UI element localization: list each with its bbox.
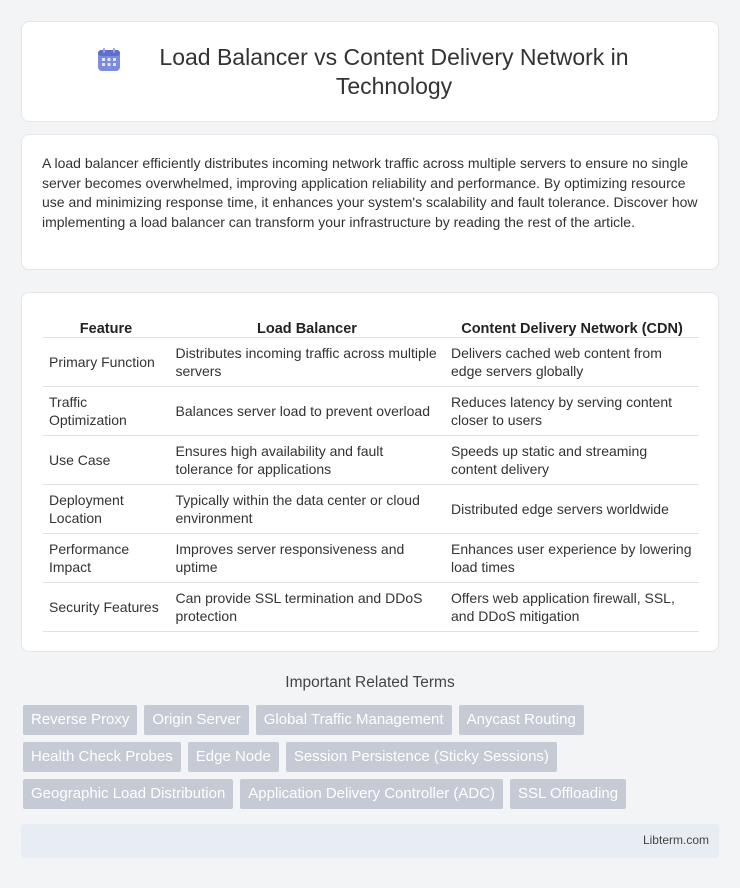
cdn-cell: Speeds up static and streaming content delivery: [445, 435, 699, 484]
load-balancer-cell: Typically within the data center or cloud environment: [169, 484, 445, 533]
load-balancer-cell: Improves server responsiveness and uptime: [169, 533, 445, 582]
feature-cell: Primary Function: [43, 337, 169, 386]
cdn-cell: Delivers cached web content from edge servers globally: [445, 337, 699, 386]
feature-cell: Performance Impact: [43, 533, 169, 582]
table-row: [43, 484, 699, 533]
table-row: [43, 337, 699, 386]
footer-site-link[interactable]: Libterm.com: [642, 833, 709, 847]
page-title: Load Balancer vs Content Delivery Network in Technology: [159, 43, 629, 99]
feature-cell: Security Features: [43, 582, 169, 631]
cdn-cell: Reduces latency by serving content closer to users: [445, 386, 699, 435]
related-term-tag[interactable]: Health Check Probes: [23, 742, 181, 772]
related-term-tag[interactable]: SSL Offloading: [510, 779, 626, 809]
related-term-tag[interactable]: Session Persistence (Sticky Sessions): [286, 742, 557, 772]
feature-cell: Use Case: [43, 435, 169, 484]
related-terms-list: [23, 705, 723, 816]
feature-cell: Deployment Location: [43, 484, 169, 533]
related-term-tag[interactable]: Edge Node: [188, 742, 279, 772]
footer: [21, 824, 719, 858]
load-balancer-cell: Ensures high availability and fault tolerance for applications: [169, 435, 445, 484]
column-header-load-balancer: Load Balancer: [169, 315, 445, 337]
table-row: [43, 435, 699, 484]
load-balancer-cell: Balances server load to prevent overload: [169, 386, 445, 435]
intro-card: [21, 134, 719, 270]
table-row: [43, 386, 699, 435]
table-header-row: [43, 315, 699, 337]
tag-row: [23, 705, 723, 735]
load-balancer-cell: Can provide SSL termination and DDoS protection: [169, 582, 445, 631]
related-term-tag[interactable]: Reverse Proxy: [23, 705, 137, 735]
column-header-feature: Feature: [43, 315, 169, 337]
cdn-cell: Distributed edge servers worldwide: [445, 484, 699, 533]
tag-row: [23, 742, 723, 772]
header-card: [21, 21, 719, 122]
table-row: [43, 533, 699, 582]
cdn-cell: Enhances user experience by lowering load times: [445, 533, 699, 582]
related-term-tag[interactable]: Application Delivery Controller (ADC): [240, 779, 503, 809]
related-terms-title: Important Related Terms: [285, 674, 455, 691]
related-term-tag[interactable]: Global Traffic Management: [256, 705, 452, 735]
comparison-table: [43, 315, 699, 632]
related-term-tag[interactable]: Origin Server: [144, 705, 248, 735]
feature-cell: Traffic Optimization: [43, 386, 169, 435]
column-header-cdn: Content Delivery Network (CDN): [445, 315, 699, 337]
comparison-table-card: [21, 292, 719, 652]
load-balancer-cell: Distributes incoming traffic across multiple servers: [169, 337, 445, 386]
tag-row: [23, 779, 723, 809]
cdn-cell: Offers web application firewall, SSL, and DDoS mitigation: [445, 582, 699, 631]
table-row: [43, 582, 699, 631]
intro-paragraph: A load balancer efficiently distributes incoming network traffic across multiple servers to ensure no single server becomes overwhelmed, improving application reliability and performance. By optimizing resource use and minimizing response time, it enhances your system's scalability and fault tolerance. Discover how implementing a load balancer can transform your infrastructure by reading the rest of the article.: [42, 155, 698, 230]
related-term-tag[interactable]: Anycast Routing: [459, 705, 584, 735]
related-term-tag[interactable]: Geographic Load Distribution: [23, 779, 233, 809]
calendar-icon: [96, 47, 122, 73]
